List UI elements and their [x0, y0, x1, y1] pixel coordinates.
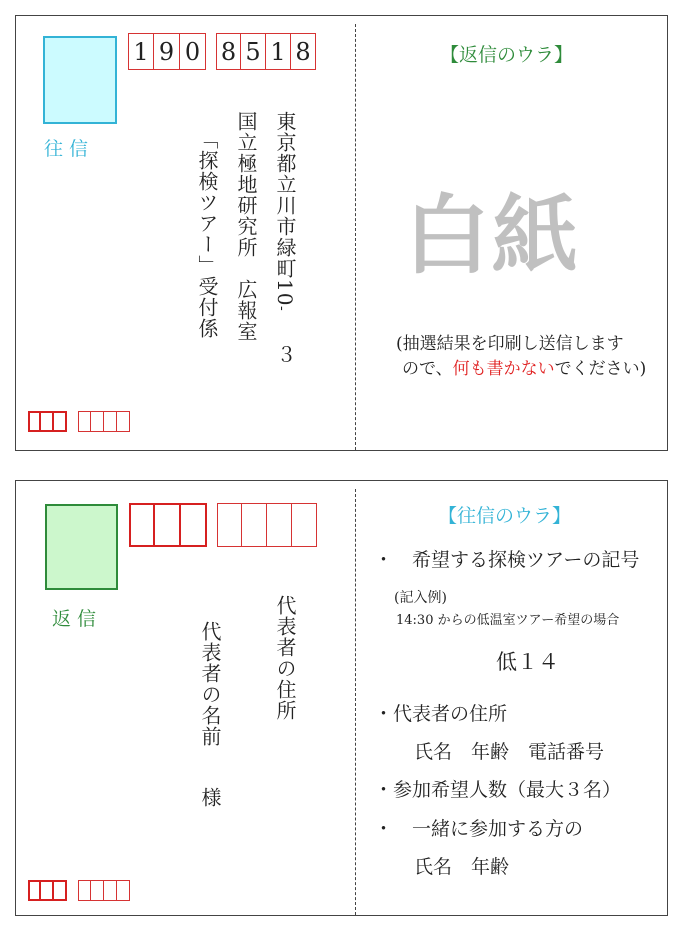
reply-postcard — [15, 480, 668, 916]
rep-address-field: 代表者の住所 — [273, 595, 297, 721]
reply-back-title: 【返信のウラ】 — [440, 44, 574, 66]
example-code: 低１４ — [496, 650, 559, 674]
note-line-2: ので、何も書かないでください) — [402, 359, 647, 379]
postal-digit: 1 — [128, 33, 154, 70]
example-label: (記入例) — [394, 590, 447, 606]
postal-digit: 0 — [180, 33, 206, 70]
item-participants: ・参加希望人数（最大３名） — [374, 779, 622, 801]
example-description: 14:30 からの低温室ツアー希望の場合 — [396, 613, 620, 628]
item-companions-details: 氏名 年齢 — [414, 856, 510, 878]
reply-label: 返信 — [52, 608, 103, 630]
sender-postal-sub — [78, 411, 130, 432]
rep-name-field: 代表者の名前 — [198, 621, 222, 747]
honorific: 様 — [198, 787, 222, 808]
postal-digit: 1 — [266, 33, 291, 70]
do-not-write-highlight: 何も書かない — [452, 359, 555, 379]
sender-postal-sub — [78, 880, 130, 901]
postal-digit: 5 — [241, 33, 266, 70]
recipient-dept: 「探検ツアー」受付係 — [195, 129, 219, 339]
note-line-1: (抽選結果を印刷し送信します — [396, 334, 624, 354]
postal-code-main — [128, 33, 206, 70]
outgoing-back-title: 【往信のウラ】 — [438, 505, 572, 527]
address-number: ３ — [273, 344, 297, 365]
postal-digit: 9 — [154, 33, 180, 70]
stamp-area — [43, 36, 117, 124]
postal-digit: 8 — [291, 33, 316, 70]
outgoing-postcard — [15, 15, 668, 451]
address-dash: ‐ — [274, 306, 290, 312]
item-tour-code: ・ 希望する探検ツアーの記号 — [374, 549, 640, 571]
postal-digit: 8 — [216, 33, 241, 70]
outgoing-back-side — [356, 481, 667, 915]
outgoing-label: 往信 — [44, 138, 95, 160]
recipient-org: 国立極地研究所 広報室 — [234, 111, 258, 342]
item-companions: ・ 一緒に参加する方の — [374, 818, 584, 840]
sender-postal-main — [28, 880, 67, 901]
postal-code-sub — [216, 33, 316, 70]
stamp-area — [45, 504, 118, 590]
blank-text: 白紙 — [404, 186, 580, 286]
address-line: 東京都立川市緑町10 — [273, 111, 297, 307]
postal-code-main — [129, 503, 207, 547]
item-rep-address: ・代表者の住所 — [374, 703, 508, 725]
postal-code-sub — [217, 503, 317, 547]
reply-back-side — [356, 16, 667, 450]
item-rep-details: 氏名 年齢 電話番号 — [414, 741, 605, 763]
sender-postal-main — [28, 411, 67, 432]
